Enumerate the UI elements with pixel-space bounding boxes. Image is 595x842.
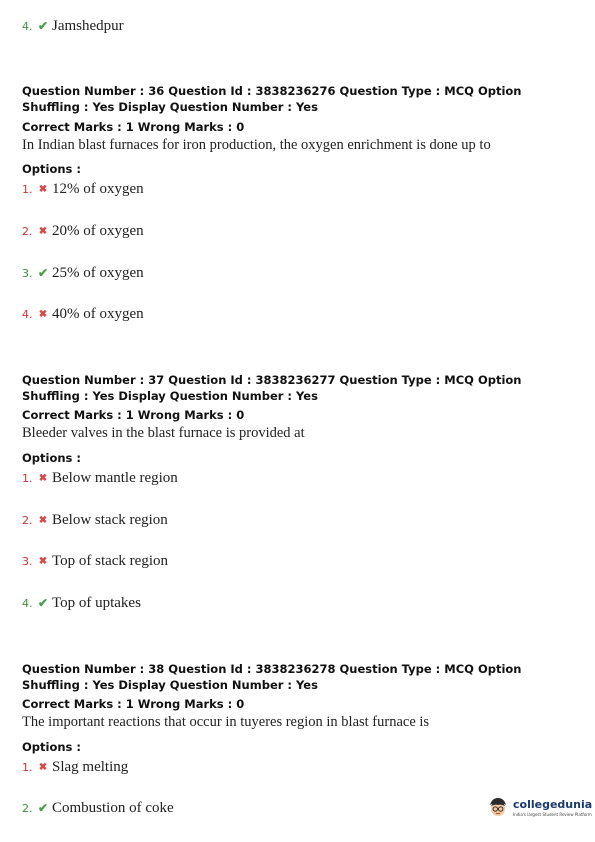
- option-text: 20% of oxygen: [52, 223, 144, 239]
- option-row: [22, 759, 128, 776]
- option-row: [22, 800, 174, 817]
- option-row: [22, 306, 144, 323]
- option-row: [22, 181, 144, 198]
- option-row: [22, 595, 141, 612]
- option-number: 2.: [22, 802, 33, 815]
- option-row: [22, 512, 168, 529]
- option-text: Jamshedpur: [52, 18, 124, 34]
- question-marks: Correct Marks : 1 Wrong Marks : 0: [22, 697, 245, 711]
- correct-check-icon: ✔: [37, 266, 49, 280]
- wrong-cross-icon: ✖: [38, 309, 48, 320]
- option-number: 4.: [22, 308, 33, 321]
- question-marks: Correct Marks : 1 Wrong Marks : 0: [22, 120, 245, 134]
- option-text: Top of stack region: [52, 553, 169, 569]
- option-number: 1.: [22, 183, 33, 196]
- option-number: 3.: [22, 267, 33, 280]
- option-row: [22, 265, 144, 282]
- option-text: 12% of oxygen: [52, 181, 144, 197]
- question-text: The important reactions that occur in tuyeres region in blast furnace is: [22, 714, 430, 730]
- option-number: 3.: [22, 555, 33, 568]
- option-row: [22, 18, 124, 35]
- correct-check-icon: ✔: [37, 19, 49, 33]
- correct-check-icon: ✔: [37, 801, 49, 815]
- option-row: [22, 553, 168, 570]
- mascot-face-icon: [487, 796, 509, 818]
- option-text: 40% of oxygen: [52, 306, 144, 322]
- option-text: Below stack region: [52, 512, 168, 528]
- options-label: Options :: [22, 740, 81, 754]
- wrong-cross-icon: ✖: [38, 226, 48, 237]
- correct-check-icon: ✔: [37, 596, 49, 610]
- option-text: Slag melting: [52, 759, 129, 775]
- option-text: Below mantle region: [52, 470, 178, 486]
- question-text: In Indian blast furnaces for iron production, the oxygen enrichment is done up to: [22, 137, 491, 153]
- option-row: [22, 223, 144, 240]
- options-label: Options :: [22, 451, 81, 465]
- wrong-cross-icon: ✖: [38, 515, 48, 526]
- question-text: Bleeder valves in the blast furnace is provided at: [22, 425, 305, 441]
- option-text: 25% of oxygen: [52, 265, 144, 281]
- option-text: Top of uptakes: [52, 595, 141, 611]
- option-text: Combustion of coke: [52, 800, 174, 816]
- wrong-cross-icon: ✖: [38, 762, 48, 773]
- options-label: Options :: [22, 162, 81, 176]
- option-number: 2.: [22, 514, 33, 527]
- option-number: 1.: [22, 761, 33, 774]
- wrong-cross-icon: ✖: [38, 184, 48, 195]
- question-header: Question Number : 37 Question Id : 3838236277 Question Type : MCQ Option Shuffling : Yes Display Question Number : Yes: [22, 373, 522, 403]
- option-number: 2.: [22, 225, 33, 238]
- wrong-cross-icon: ✖: [38, 556, 48, 567]
- wrong-cross-icon: ✖: [38, 473, 48, 484]
- option-row: [22, 470, 178, 487]
- question-header: Question Number : 36 Question Id : 3838236276 Question Type : MCQ Option Shuffling : Yes Display Question Number : Yes: [22, 84, 522, 114]
- question-header: Question Number : 38 Question Id : 3838236278 Question Type : MCQ Option Shuffling : Yes Display Question Number : Yes: [22, 662, 522, 692]
- logo-name: collegedunia: [513, 797, 593, 811]
- question-marks: Correct Marks : 1 Wrong Marks : 0: [22, 408, 245, 422]
- logo-tagline: India's largest Student Review Platform: [513, 811, 592, 817]
- option-number: 4.: [22, 20, 33, 33]
- option-number: 1.: [22, 472, 33, 485]
- collegedunia-logo[interactable]: [487, 796, 592, 818]
- option-number: 4.: [22, 597, 33, 610]
